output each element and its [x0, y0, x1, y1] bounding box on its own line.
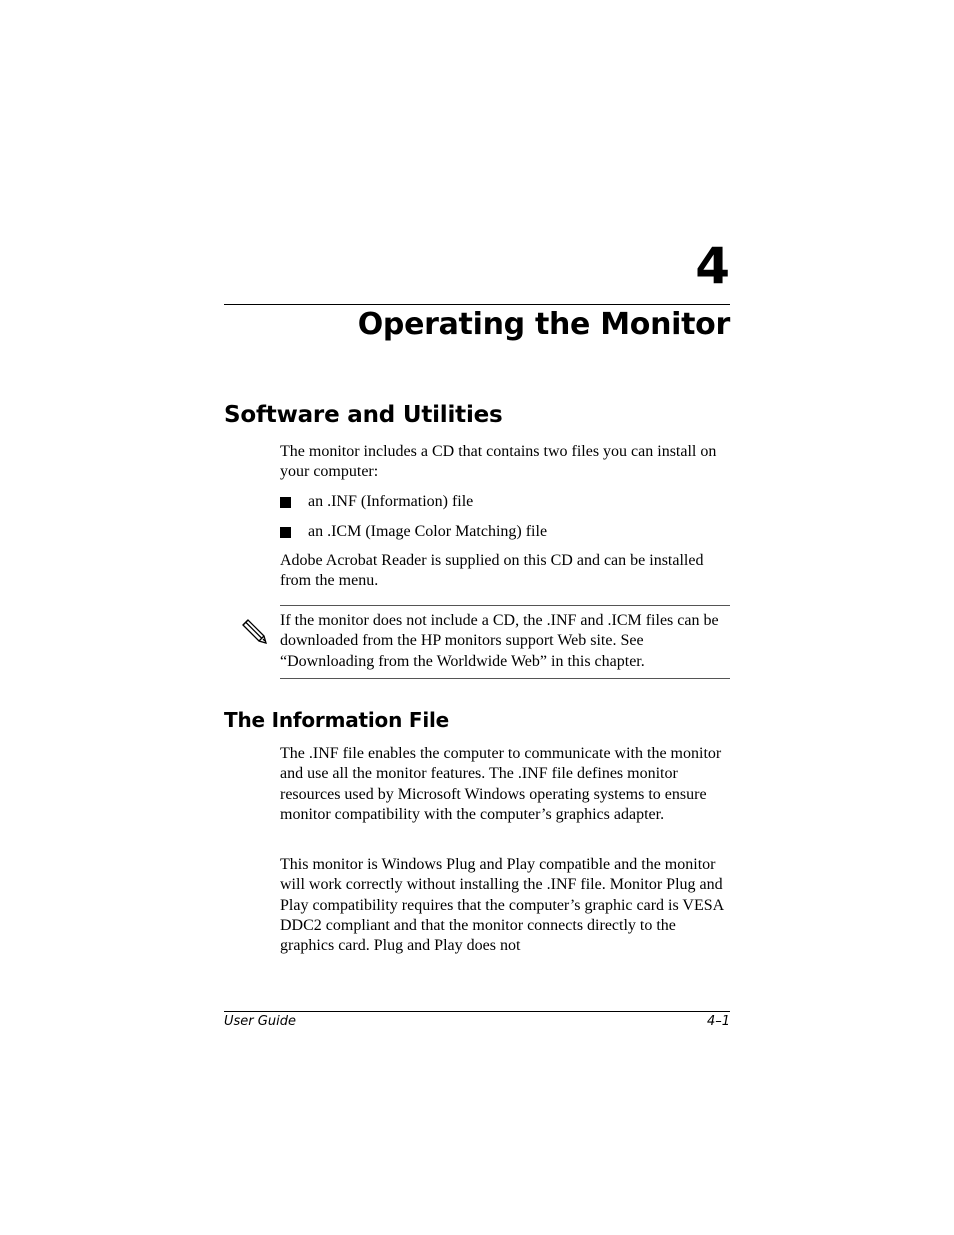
section-heading-information-file: The Information File	[224, 708, 450, 732]
information-paragraph-1: The .INF file enables the computer to communicate with the monitor and use all the monitor features. The .INF file defines monitor resources used by Microsoft Windows operating systems to ensure monitor compatibility with the computer’s graphics adapter.	[280, 745, 722, 823]
bullet-square-icon	[280, 527, 291, 538]
page-title: Operating the Monitor	[357, 307, 730, 342]
list-item: an .ICM (Image Color Matching) file	[308, 523, 548, 540]
information-paragraph-2: This monitor is Windows Plug and Play compatible and the monitor will work correctly without installing the .INF file. Monitor Plug and Play compatibility requires that the computer’s graphic card is VESA DDC2 compliant and that the monitor connects directly to the graphics card. Plug and Play does not	[280, 856, 724, 955]
footer-page-number: 4–1	[706, 1014, 730, 1029]
list-item: an .INF (Information) file	[308, 493, 474, 510]
note-text: If the monitor does not include a CD, the .INF and .ICM files can be downloaded from the HP monitors support Web site. See “Downloading from the Worldwide Web” in this chapter.	[280, 612, 719, 670]
chapter-number: 4	[695, 237, 730, 295]
note-bottom-rule	[280, 678, 730, 679]
bullet-square-icon	[280, 497, 291, 508]
software-intro-paragraph: The monitor includes a CD that contains two files you can install on your computer:	[280, 443, 717, 481]
section-heading-software: Software and Utilities	[224, 402, 503, 428]
acrobat-paragraph: Adobe Acrobat Reader is supplied on this CD and can be installed from the menu.	[280, 552, 704, 590]
footer-divider	[224, 1011, 730, 1012]
footer-document-title: User Guide	[224, 1014, 296, 1029]
pencil-note-icon	[240, 612, 274, 646]
note-top-rule	[280, 605, 730, 606]
